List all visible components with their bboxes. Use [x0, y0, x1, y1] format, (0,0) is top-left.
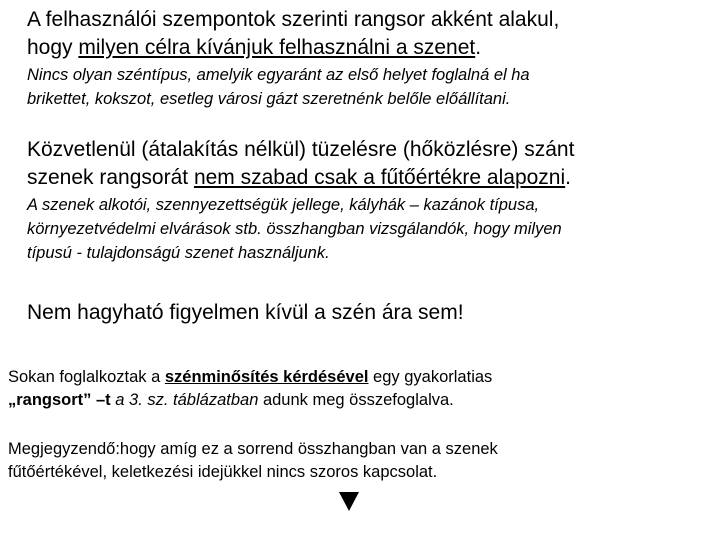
subparagraph-line: Nincs olyan széntípus, amelyik egyaránt az első helyet foglalná el ha	[27, 66, 530, 84]
paragraph-line	[8, 366, 492, 389]
paragraph-note	[8, 438, 498, 484]
text-segment: Sokan foglalkoztak a	[8, 368, 165, 386]
subparagraph-line: brikettet, kokszot, esetleg városi gázt szeretnénk belőle előállítani.	[27, 90, 511, 108]
text-segment: hogy	[27, 36, 79, 59]
text-segment: egy gyakorlatias	[368, 368, 493, 386]
subparagraph-line: A szenek alkotói, szennyezettségük jellege, kályhák – kazánok típusa,	[27, 196, 540, 214]
paragraph-ranking-usage	[27, 6, 559, 62]
paragraph-line	[27, 164, 574, 192]
paragraph-line: fűtőértékével, keletkezési idejükkel nincs szoros kapcsolat.	[8, 463, 438, 481]
paragraph-classification	[8, 366, 492, 412]
text-segment: .	[475, 36, 482, 59]
subparagraph-coal-components	[27, 193, 562, 265]
text-segment: szenek rangsorát	[27, 166, 194, 189]
underlined-text: nem szabad csak a fűtőértékre alapozni	[193, 166, 566, 189]
text-segment: .	[565, 166, 571, 189]
paragraph-line	[27, 34, 559, 62]
paragraph-line: Nem hagyható figyelmen kívül a szén ára sem!	[27, 301, 464, 324]
italic-text: a 3. sz. táblázatban	[110, 391, 259, 409]
bold-text: „rangsort” –t	[8, 391, 111, 409]
paragraph-line: Megjegyzendő:hogy amíg ez a sorrend összhangban van a szenek	[8, 440, 498, 458]
paragraph-line: Közvetlenül (átalakítás nélkül) tüzelésre (hőközlésre) szánt	[27, 138, 575, 161]
paragraph-ranking-heating	[27, 136, 574, 192]
underlined-text: milyen célra kívánjuk felhasználni a szenet	[78, 36, 476, 59]
subparagraph-coal-types	[27, 63, 530, 111]
subparagraph-line: típusú - tulajdonságú szenet használjunk.	[27, 244, 330, 262]
bold-underlined-text: szénminősítés kérdésével	[164, 368, 369, 386]
down-triangle-icon	[339, 492, 359, 511]
paragraph-line: A felhasználói szempontok szerinti rangsor akként alakul,	[27, 8, 560, 31]
paragraph-line	[8, 389, 492, 412]
subparagraph-line: környezetvédelmi elvárások stb. összhangban vizsgálandók, hogy milyen	[27, 220, 562, 238]
paragraph-price	[27, 299, 464, 327]
text-segment: adunk meg összefoglalva.	[258, 391, 454, 409]
